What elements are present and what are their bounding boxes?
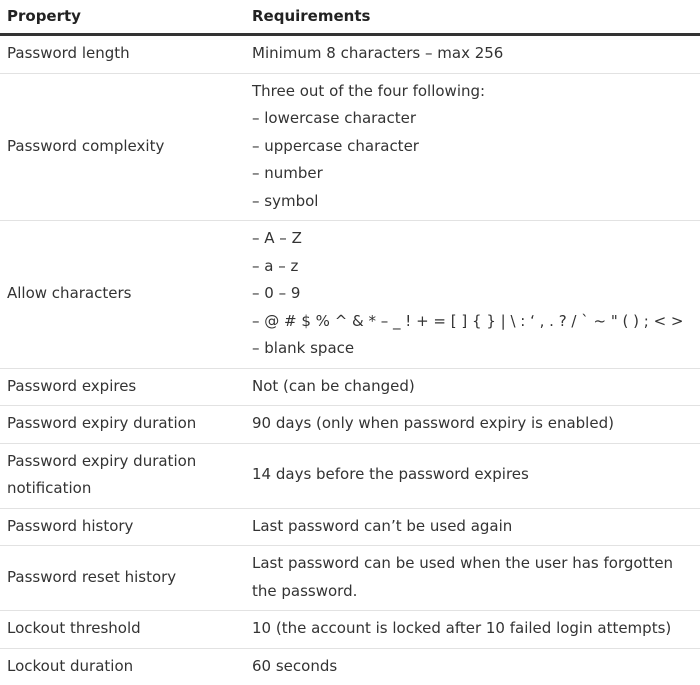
requirement-line: – blank space — [252, 339, 355, 357]
requirement-line: – 0 – 9 — [252, 284, 301, 302]
table-row — [0, 648, 700, 685]
requirement-line: 60 seconds — [252, 656, 338, 675]
table-row — [0, 443, 700, 508]
property-cell: Password expiry duration — [0, 406, 245, 444]
requirements-cell — [245, 648, 700, 685]
requirement-line: Minimum 8 characters – max 256 — [252, 44, 504, 62]
requirements-cell — [245, 73, 700, 221]
requirement-line: – number — [252, 164, 323, 182]
property-cell: Lockout threshold — [0, 611, 245, 649]
requirements-cell — [245, 406, 700, 444]
requirement-line: – @ # $ % ^ & * – _ ! + = [ ] { } | \ : ‘ , . ? / ` ~ " ( ) ; < > — [252, 311, 684, 330]
requirement-line: – symbol — [252, 191, 319, 210]
requirement-line: Three out of the four following: — [252, 81, 486, 100]
table-row — [0, 73, 700, 221]
property-cell: Password complexity — [0, 73, 245, 221]
requirement-line: Last password can be used when the user has forgotten the password. — [252, 554, 674, 600]
table-row — [0, 221, 700, 369]
requirement-line: – uppercase character — [252, 136, 419, 155]
table-row — [0, 406, 700, 444]
property-cell: Password expires — [0, 368, 245, 406]
table-row — [0, 35, 700, 74]
requirements-cell — [245, 368, 700, 406]
column-header-property: Property — [0, 0, 245, 35]
requirement-line: 14 days before the password expires — [252, 465, 529, 484]
requirements-cell — [245, 221, 700, 369]
table-header-row — [0, 0, 700, 35]
requirement-line: – lowercase character — [252, 109, 417, 127]
property-cell: Password history — [0, 508, 245, 546]
property-cell: Password expiry duration notification — [0, 443, 245, 508]
requirements-cell — [245, 508, 700, 546]
property-cell: Password length — [0, 35, 245, 74]
table-row — [0, 368, 700, 406]
requirements-cell — [245, 611, 700, 649]
table-row — [0, 611, 700, 649]
column-header-requirements: Requirements — [245, 0, 700, 35]
requirements-cell — [245, 443, 700, 508]
requirement-line: Last password can’t be used again — [252, 516, 513, 535]
requirements-cell — [245, 546, 700, 611]
requirement-line: 90 days (only when password expiry is enabled) — [252, 414, 614, 432]
requirement-line: Not (can be changed) — [252, 376, 415, 395]
table-row — [0, 508, 700, 546]
requirements-cell — [245, 35, 700, 74]
property-cell: Password reset history — [0, 546, 245, 611]
property-cell: Lockout duration — [7, 656, 134, 675]
table-row — [0, 546, 700, 611]
property-cell: Allow characters — [0, 221, 245, 369]
requirement-line: – A – Z — [252, 229, 302, 247]
requirement-line: 10 (the account is locked after 10 failed login attempts) — [252, 619, 672, 637]
requirement-line: – a – z — [252, 256, 299, 275]
